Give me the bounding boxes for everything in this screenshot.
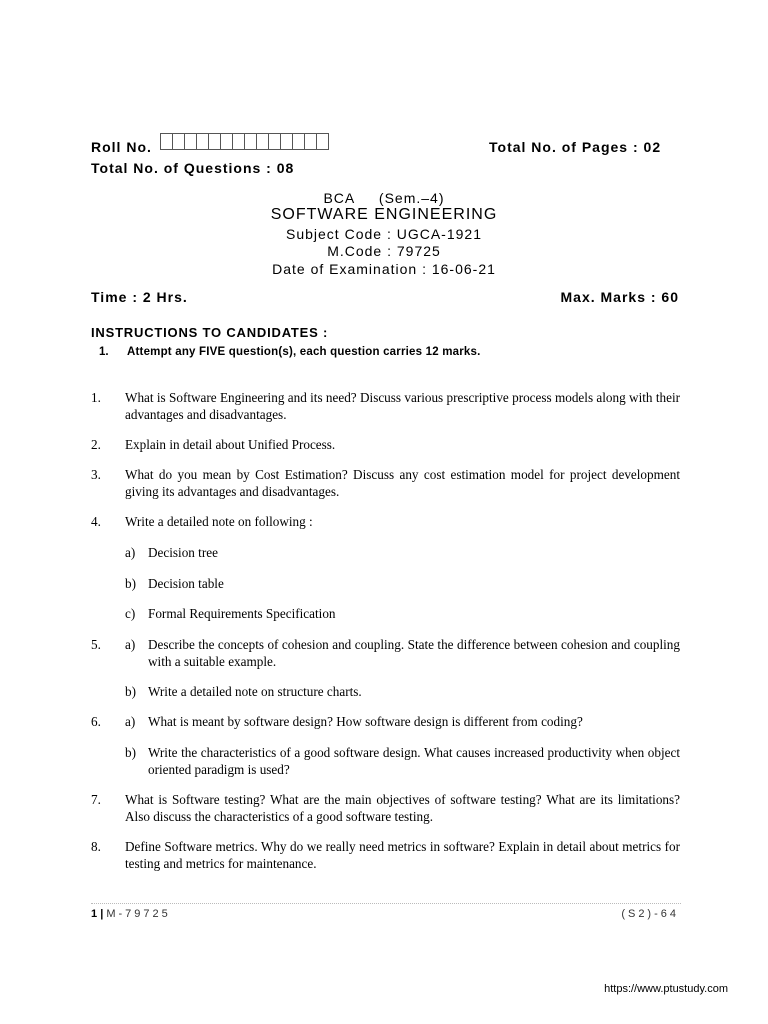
subpart-label: c)	[125, 606, 136, 621]
subpart-label: b)	[125, 576, 136, 591]
footer-code: (S2)-64	[621, 908, 679, 920]
footer-left	[91, 908, 171, 920]
subpart-label: a)	[125, 637, 136, 652]
subpart-text: Write the characteristics of a good software design. What causes increased productivity when object oriented paradigm is used?	[148, 745, 680, 777]
question-number: 8.	[91, 839, 101, 854]
question-number: 3.	[91, 467, 101, 482]
exam-date: Date of Examination : 16-06-21	[272, 261, 496, 277]
question-number: 7.	[91, 792, 101, 807]
question-number: 6.	[91, 714, 101, 729]
roll-number-boxes[interactable]	[160, 133, 328, 151]
subpart-text: Formal Requirements Specification	[148, 606, 336, 621]
footer-mcode: M-79725	[106, 908, 171, 920]
question-number: 5.	[91, 637, 101, 652]
subpart-label: a)	[125, 714, 136, 729]
roll-digit-box[interactable]	[316, 133, 329, 150]
roll-no-label: Roll No.	[91, 139, 152, 155]
website-link[interactable]: https://www.ptustudy.com	[604, 983, 728, 995]
subpart-label: a)	[125, 545, 136, 560]
footer-divider	[91, 903, 681, 904]
subpart-label: b)	[125, 745, 136, 760]
question-text: What do you mean by Cost Estimation? Discuss any cost estimation model for project development giving its advantages and disadvantages.	[125, 467, 680, 499]
subpart-text: Decision table	[148, 576, 224, 591]
subpart-label: b)	[125, 684, 136, 699]
question-number: 4.	[91, 514, 101, 529]
total-questions: Total No. of Questions : 08	[91, 160, 295, 176]
question-text: What is Software testing? What are the main objectives of software testing? What are its limitations? Also discuss the characteristics of a good software testing.	[125, 792, 680, 824]
instruction-item: Attempt any FIVE question(s), each question carries 12 marks.	[127, 346, 481, 358]
time-allowed: Time : 2 Hrs.	[91, 289, 188, 305]
subpart-text: Describe the concepts of cohesion and coupling. State the difference between cohesion and coupling with a suitable example.	[148, 637, 680, 669]
max-marks: Max. Marks : 60	[560, 289, 679, 305]
subpart-text: What is meant by software design? How software design is different from coding?	[148, 714, 583, 729]
question-text: Explain in detail about Unified Process.	[125, 437, 336, 452]
footer-separator: |	[100, 908, 104, 920]
question-text: Define Software metrics. Why do we really need metrics in software? Explain in detail about metrics for testing and metrics for maintenance.	[125, 839, 680, 871]
subject-code: Subject Code : UGCA-1921	[286, 226, 482, 242]
instructions-heading: INSTRUCTIONS TO CANDIDATES :	[91, 325, 329, 340]
question-text: Write a detailed note on following :	[125, 514, 313, 529]
subpart-text: Decision tree	[148, 545, 218, 560]
question-text: What is Software Engineering and its need? Discuss various prescriptive process models along with their advantages and disadvantages.	[125, 390, 680, 422]
total-pages: Total No. of Pages : 02	[489, 139, 662, 155]
m-code: M.Code : 79725	[327, 243, 441, 259]
question-number: 2.	[91, 437, 101, 452]
instruction-number: 1.	[99, 346, 109, 358]
subject-title: SOFTWARE ENGINEERING	[270, 206, 498, 223]
course-semester: BCA (Sem.–4)	[323, 190, 445, 206]
page-number: 1	[91, 908, 98, 920]
subpart-text: Write a detailed note on structure charts.	[148, 684, 362, 699]
question-number: 1.	[91, 390, 101, 405]
